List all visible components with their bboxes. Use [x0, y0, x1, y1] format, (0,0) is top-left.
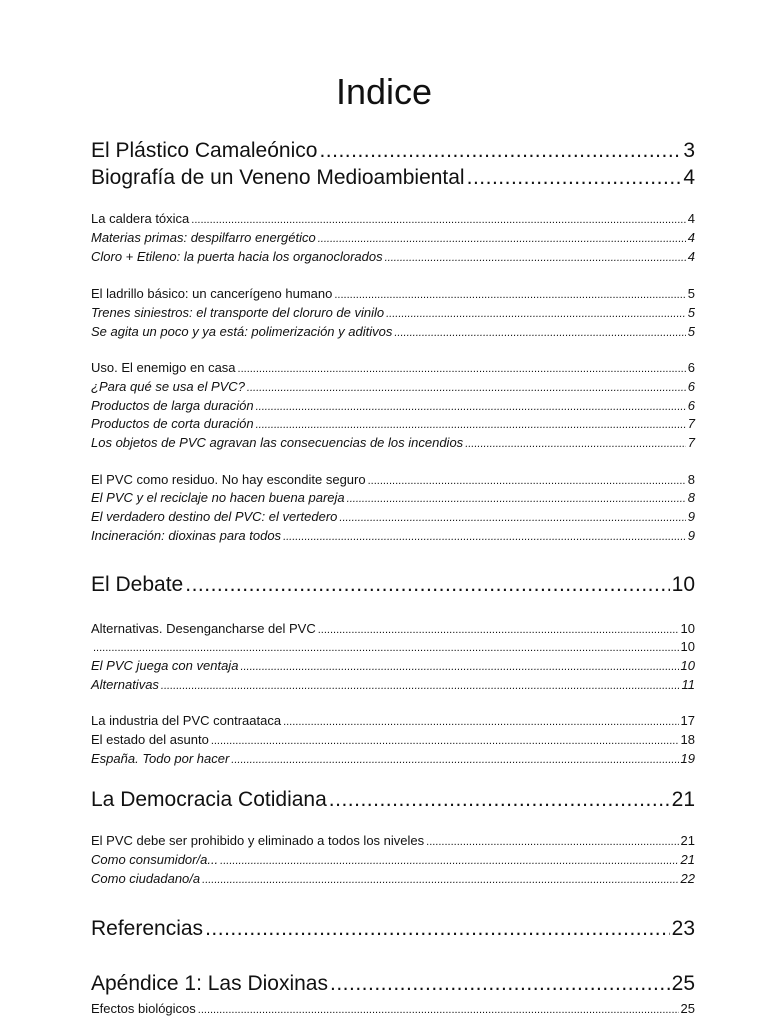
toc-entry[interactable] — [91, 787, 695, 813]
dot-leader — [385, 248, 686, 267]
dot-leader — [220, 851, 678, 870]
toc-entry-page: 7 — [687, 416, 695, 431]
toc-entry-title: El PVC y el reciclaje no hacen buena pareja — [91, 490, 345, 505]
toc-entry-title: Uso. El enemigo en casa — [91, 360, 236, 375]
toc-entry-title: El estado del asunto — [91, 732, 209, 747]
toc-entry[interactable] — [91, 359, 695, 378]
toc-entry-page: 4 — [687, 230, 695, 245]
dot-leader — [205, 916, 670, 942]
page-title: Indice — [335, 71, 433, 112]
dot-leader — [202, 870, 678, 889]
dot-leader — [238, 359, 686, 378]
dot-leader — [334, 285, 685, 304]
toc-entry-title: El PVC debe ser prohibido y eliminado a todos los niveles — [91, 833, 425, 848]
toc-entry-page: 21 — [680, 833, 695, 848]
toc-entry-page: 25 — [680, 1001, 695, 1016]
toc-entry[interactable] — [91, 657, 695, 676]
toc-entry[interactable] — [91, 851, 695, 870]
dot-leader — [329, 787, 670, 813]
toc-entry-page: 4 — [687, 211, 695, 226]
dot-leader — [161, 676, 680, 695]
toc-entry[interactable] — [91, 165, 695, 191]
toc-entry-page: 6 — [687, 398, 695, 413]
toc-entry-page: 6 — [687, 379, 695, 394]
toc-entry[interactable] — [91, 527, 695, 546]
toc-entry-title: Referencias — [91, 917, 204, 940]
toc-entry[interactable] — [91, 210, 695, 229]
toc-entry-page: 9 — [687, 528, 695, 543]
toc-entry-title: Trenes siniestros: el transporte del cloruro de vinilo — [91, 305, 385, 320]
toc-entry-title: La Democracia Cotidiana — [91, 788, 327, 811]
toc-entry-title: Se agita un poco y ya está: polimerización y aditivos — [91, 324, 393, 339]
dot-leader — [185, 572, 669, 598]
dot-leader — [231, 750, 678, 769]
toc-entry-title: La caldera tóxica — [91, 211, 190, 226]
toc-entry[interactable] — [91, 248, 695, 267]
toc-entry[interactable] — [91, 870, 695, 889]
toc-entry-page: 7 — [687, 435, 695, 450]
toc-entry[interactable] — [91, 916, 695, 942]
dot-leader — [240, 657, 678, 676]
toc-entry-title: ¿Para qué se usa el PVC? — [91, 379, 245, 394]
toc-entry-page: 5 — [687, 324, 695, 339]
toc-entry[interactable] — [91, 489, 695, 508]
toc-entry-page: 19 — [680, 751, 695, 766]
toc-entry-title: Alternativas — [91, 677, 159, 692]
toc-entry-page: 8 — [687, 472, 695, 487]
toc-entry[interactable] — [91, 434, 695, 453]
toc-entry-page: 23 — [671, 917, 695, 940]
toc-entry[interactable] — [91, 1000, 695, 1019]
dot-leader — [386, 304, 686, 323]
toc-entry[interactable] — [91, 138, 695, 164]
toc-entry-title: Cloro + Etileno: la puerta hacia los organoclorados — [91, 249, 383, 264]
dot-leader — [283, 527, 686, 546]
toc-entry-title: Alternativas. Desengancharse del PVC — [91, 621, 316, 636]
toc-entry-page: 18 — [680, 732, 695, 747]
toc-entry[interactable] — [91, 620, 695, 639]
toc-entry-title: Productos de corta duración — [91, 416, 254, 431]
toc-entry-title: Como consumidor/a... — [91, 852, 219, 867]
dot-leader — [347, 489, 686, 508]
toc-entry-page: 6 — [687, 360, 695, 375]
dot-leader — [319, 138, 681, 164]
toc-entry-page: 8 — [687, 490, 695, 505]
toc-entry[interactable] — [91, 971, 695, 997]
toc-entry-page: 10 — [671, 573, 695, 596]
toc-entry-title: El Debate — [91, 573, 184, 596]
dot-leader — [93, 638, 679, 657]
toc-entry-title: Materias primas: despilfarro energético — [91, 230, 316, 245]
toc-entry-page: 5 — [687, 286, 695, 301]
toc-entry-title: La industria del PVC contraataca — [91, 713, 282, 728]
toc-entry-page: 10 — [680, 639, 695, 654]
toc-entry[interactable] — [91, 323, 695, 342]
dot-leader — [467, 165, 682, 191]
dot-leader — [211, 731, 679, 750]
dot-leader — [426, 832, 678, 851]
toc-entry-page: 10 — [680, 621, 695, 636]
toc-entry-page: 22 — [680, 871, 695, 886]
toc-entry-page: 21 — [671, 788, 695, 811]
toc-entry-title: Incineración: dioxinas para todos — [91, 528, 282, 543]
toc-entry-title: El PVC como residuo. No hay escondite seguro — [91, 472, 366, 487]
toc-entry[interactable] — [91, 397, 695, 416]
toc-entry[interactable] — [91, 304, 695, 323]
toc-entry-title: Biografía de un Veneno Medioambiental — [91, 166, 465, 189]
dot-leader — [283, 712, 678, 731]
dot-leader — [330, 971, 670, 997]
dot-leader — [318, 620, 679, 639]
toc-entry-page: 11 — [681, 677, 695, 692]
toc-entry[interactable] — [91, 508, 695, 527]
toc-entry-page: 17 — [680, 713, 695, 728]
dot-leader — [247, 378, 686, 397]
toc-entry-title: El ladrillo básico: un cancerígeno humano — [91, 286, 333, 301]
toc-entry[interactable] — [91, 712, 695, 731]
toc-entry[interactable] — [91, 572, 695, 598]
toc-entry-title: El PVC juega con ventaja — [91, 658, 239, 673]
toc-entry-page: 21 — [680, 852, 695, 867]
toc-entry[interactable] — [91, 832, 695, 851]
dot-leader — [318, 229, 686, 248]
toc-entry[interactable] — [91, 750, 695, 769]
toc-entry-title: Como ciudadano/a — [91, 871, 201, 886]
toc-entry[interactable] — [91, 229, 695, 248]
toc-entry[interactable] — [91, 676, 695, 695]
toc-entry-page: 4 — [687, 249, 695, 264]
dot-leader — [339, 508, 685, 527]
toc-entry-title: Efectos biológicos — [91, 1001, 196, 1016]
toc-entry-title: El Plástico Camaleónico — [91, 139, 318, 162]
toc-entry-title: El verdadero destino del PVC: el vertedero — [91, 509, 338, 524]
toc-entry-title: Apéndice 1: Las Dioxinas — [91, 972, 328, 995]
toc-entry-page: 5 — [687, 305, 695, 320]
toc-entry-title: España. Todo por hacer — [91, 751, 230, 766]
toc-entry-page: 3 — [683, 139, 695, 162]
toc-entry[interactable] — [91, 378, 695, 397]
toc-entry[interactable] — [91, 415, 695, 434]
dot-leader — [256, 415, 686, 434]
toc-entry-page: 25 — [671, 972, 695, 995]
toc-entry-page: 10 — [680, 658, 695, 673]
toc-entry-page: 9 — [687, 509, 695, 524]
dot-leader — [465, 434, 686, 453]
toc-entry-page: 4 — [683, 166, 695, 189]
toc-entry[interactable] — [91, 638, 695, 657]
toc-entry[interactable] — [91, 471, 695, 490]
toc-entry-title: Los objetos de PVC agravan las consecuencias de los incendios — [91, 435, 464, 450]
toc-entry[interactable] — [91, 285, 695, 304]
dot-leader — [394, 323, 685, 342]
dot-leader — [198, 1000, 679, 1019]
dot-leader — [368, 471, 686, 490]
toc-entry-title: Productos de larga duración — [91, 398, 254, 413]
dot-leader — [256, 397, 686, 416]
dot-leader — [191, 210, 685, 229]
toc-entry[interactable] — [91, 731, 695, 750]
